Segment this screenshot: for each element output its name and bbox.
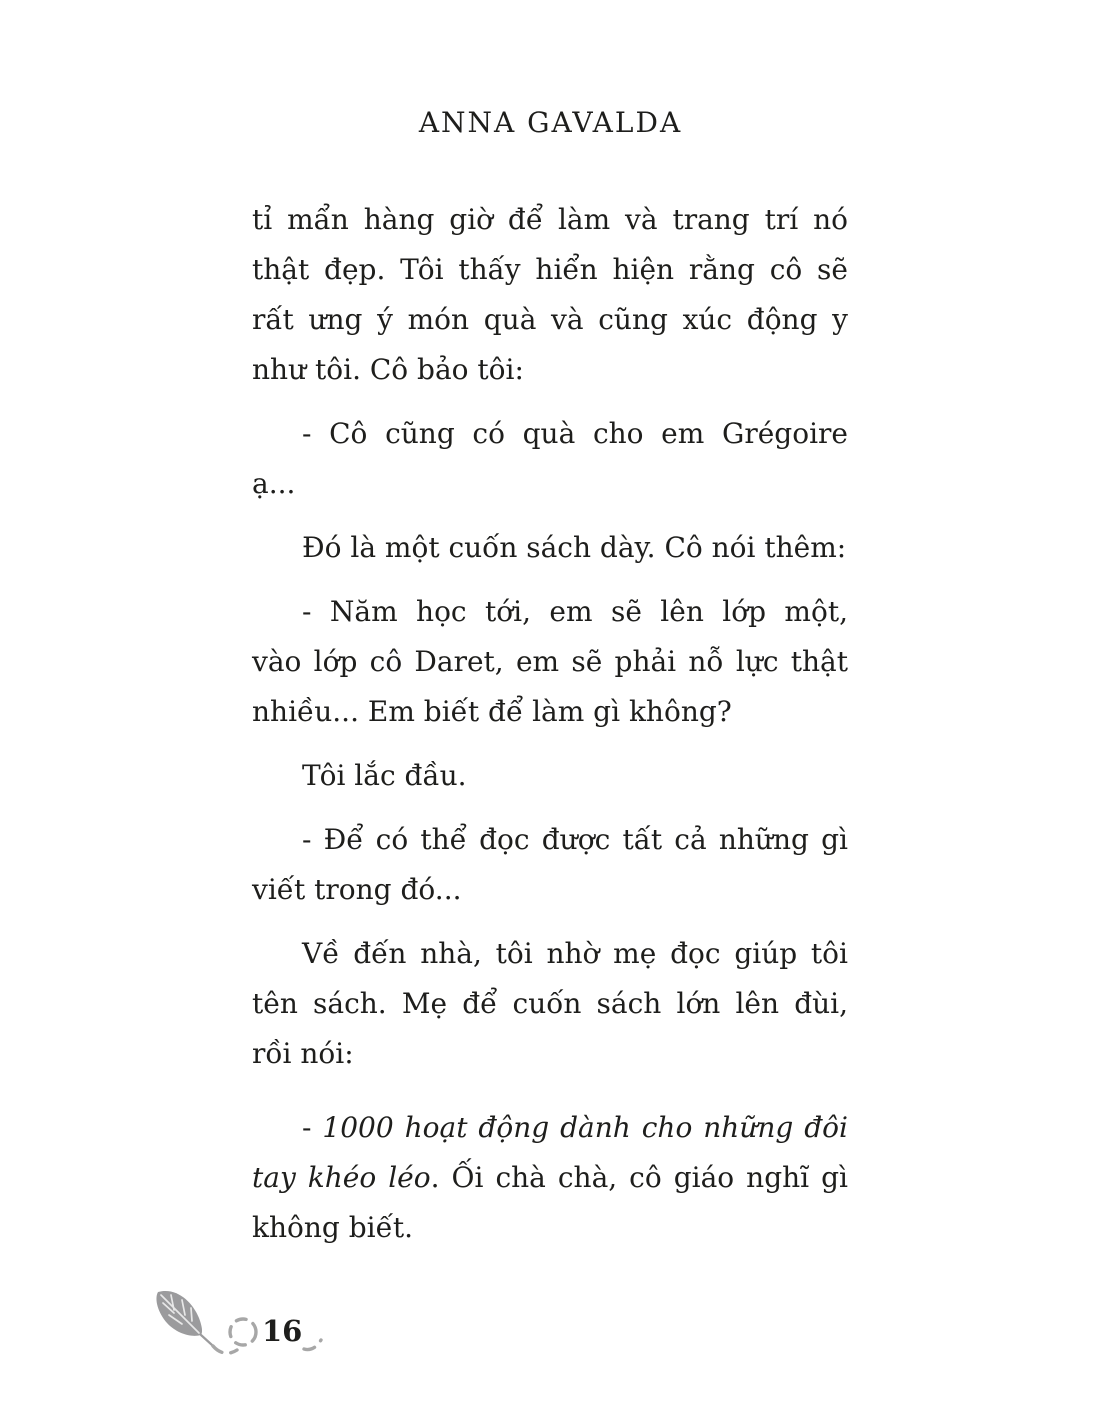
- text-segment: không biết.: [252, 1211, 413, 1244]
- trail-loop: [230, 1319, 256, 1345]
- text-segment: thật đẹp. Tôi thấy hiển hiện rằng cô sẽ: [252, 253, 848, 286]
- text-line: [252, 979, 848, 1029]
- paragraph: [252, 1103, 848, 1253]
- text-segment: viết trong đó...: [252, 873, 462, 906]
- text-segment: Tôi lắc đầu.: [302, 759, 467, 792]
- text-line: [252, 409, 848, 459]
- text-segment: vào lớp cô Daret, em sẽ phải nỗ lực thật: [252, 645, 848, 678]
- text-line: [252, 815, 848, 865]
- paragraph: [252, 929, 848, 1079]
- text-segment: - Để có thể đọc được tất cả những gì: [302, 823, 848, 856]
- leaf-icon: [156, 1291, 212, 1345]
- paragraph: [252, 815, 848, 915]
- leaf-trail-decoration: [146, 1286, 346, 1366]
- text-segment: rất ưng ý món quà và cũng xúc động y: [252, 303, 848, 336]
- paragraph: [252, 751, 848, 801]
- text-segment: - Năm học tới, em sẽ lên lớp một,: [302, 595, 848, 628]
- text-line: [252, 523, 848, 573]
- body-text: [252, 195, 848, 1267]
- text-segment: tên sách. Mẹ để cuốn sách lớn lên đùi,: [252, 987, 848, 1020]
- text-segment: . Ối chà chà, cô giáo nghĩ gì: [430, 1161, 849, 1194]
- text-segment: như tôi. Cô bảo tôi:: [252, 353, 524, 386]
- page-footer: [146, 1286, 346, 1366]
- text-segment: ạ...: [252, 467, 296, 500]
- paragraph: [252, 587, 848, 737]
- paragraph: [252, 195, 848, 395]
- italic-text-segment: tay khéo léo: [252, 1161, 431, 1194]
- text-line: [252, 751, 848, 801]
- page-number: 16: [262, 1314, 303, 1348]
- text-line: [252, 1029, 848, 1079]
- running-header-author: ANNA GAVALDA: [418, 106, 683, 139]
- text-line: [252, 1103, 848, 1153]
- text-segment: rồi nói:: [252, 1037, 354, 1070]
- text-segment: nhiều... Em biết để làm gì không?: [252, 695, 732, 728]
- text-segment: tỉ mẩn hàng giờ để làm và trang trí nó: [252, 203, 848, 236]
- text-line: [252, 929, 848, 979]
- trail-path: [213, 1346, 237, 1353]
- paragraph: [252, 409, 848, 509]
- text-segment: - Cô cũng có quà cho em Grégoire: [302, 417, 848, 450]
- paragraph: [252, 523, 848, 573]
- text-segment: Về đến nhà, tôi nhờ mẹ đọc giúp tôi: [302, 937, 848, 970]
- text-line: [252, 245, 848, 295]
- text-segment: -: [302, 1111, 323, 1144]
- text-line: [252, 1203, 848, 1253]
- text-line: [252, 687, 848, 737]
- text-line: [252, 345, 848, 395]
- trail-tail: [304, 1340, 321, 1350]
- italic-text-segment: 1000 hoạt động dành cho những đôi: [322, 1111, 848, 1144]
- text-segment: Đó là một cuốn sách dày. Cô nói thêm:: [302, 531, 847, 564]
- text-line: [252, 865, 848, 915]
- text-line: [252, 587, 848, 637]
- text-line: [252, 459, 848, 509]
- text-line: [252, 1153, 848, 1203]
- text-line: [252, 295, 848, 345]
- text-line: [252, 195, 848, 245]
- text-line: [252, 637, 848, 687]
